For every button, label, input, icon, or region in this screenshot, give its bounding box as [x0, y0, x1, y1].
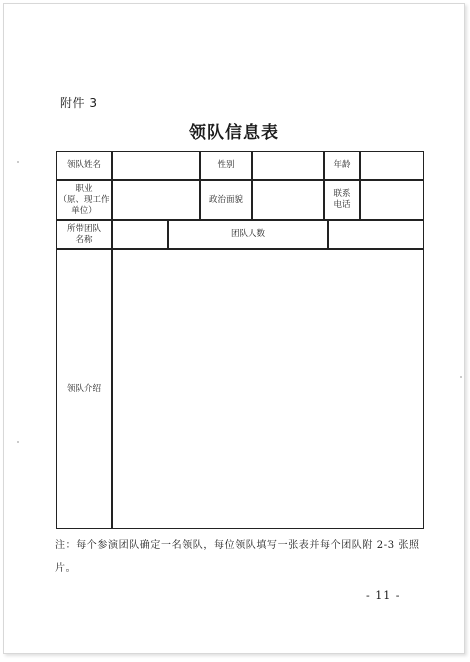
intro-field[interactable]	[112, 249, 424, 529]
age-label: 年龄	[324, 151, 360, 180]
political-field[interactable]	[252, 180, 324, 220]
occupation-label: 职业 （原、现工作 单位）	[56, 180, 112, 220]
intro-label: 领队介绍	[56, 249, 112, 529]
contact-label: 联系 电话	[324, 180, 360, 220]
age-field[interactable]	[360, 151, 424, 180]
scan-speck	[17, 441, 19, 443]
name-field[interactable]	[112, 151, 200, 180]
gender-field[interactable]	[252, 151, 324, 180]
scan-speck	[460, 376, 462, 378]
contact-field[interactable]	[360, 180, 424, 220]
attachment-label: 附件 3	[60, 96, 98, 110]
occupation-field[interactable]	[112, 180, 200, 220]
footnote: 注：每个参演团队确定一名领队，每位领队填写一张表并每个团队附 2-3 张照片。	[55, 540, 420, 574]
form-title: 领队信息表	[189, 123, 279, 143]
document-page	[3, 3, 465, 654]
team-name-field[interactable]	[112, 220, 168, 249]
page-number: - 11 -	[366, 589, 401, 602]
gender-label: 性别	[200, 151, 252, 180]
team-name-label: 所带团队 名称	[56, 220, 112, 249]
scan-speck	[17, 161, 19, 163]
team-size-label: 团队人数	[168, 220, 328, 249]
leader-info-form	[56, 151, 424, 529]
political-label: 政治面貌	[200, 180, 252, 220]
team-size-field[interactable]	[328, 220, 424, 249]
name-label: 领队姓名	[56, 151, 112, 180]
